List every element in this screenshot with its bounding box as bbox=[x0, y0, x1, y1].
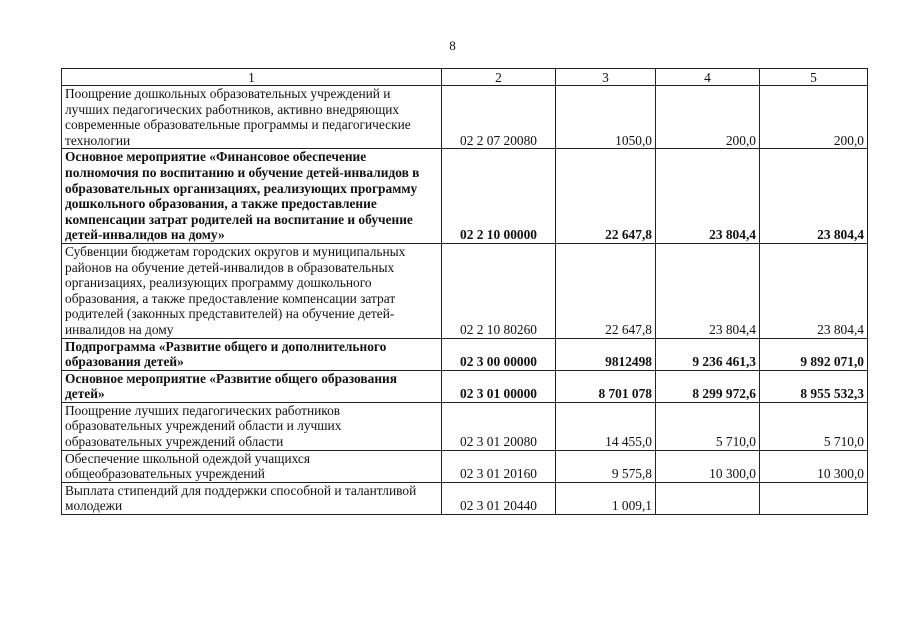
row-name-cell: Основное мероприятие «Развитие общего образования детей» bbox=[62, 370, 442, 402]
row-value-col3: 9812498 bbox=[556, 338, 656, 370]
row-name-cell: Подпрограмма «Развитие общего и дополнительного образования детей» bbox=[62, 338, 442, 370]
row-value-col3: 9 575,8 bbox=[556, 450, 656, 482]
header-col-5: 5 bbox=[760, 69, 868, 86]
row-value-col3: 14 455,0 bbox=[556, 402, 656, 450]
row-value-col4 bbox=[656, 482, 760, 514]
row-name-cell: Поощрение лучших педагогических работников образовательных учреждений области и лучших образовательных учреждений области bbox=[62, 402, 442, 450]
row-value-col5 bbox=[760, 482, 868, 514]
header-col-3: 3 bbox=[556, 69, 656, 86]
header-col-4: 4 bbox=[656, 69, 760, 86]
row-value-col4: 23 804,4 bbox=[656, 243, 760, 338]
budget-table bbox=[61, 68, 868, 515]
row-value-col3: 1050,0 bbox=[556, 86, 656, 149]
row-name-cell: Обеспечение школьной одеждой учащихся общеобразовательных учреждений bbox=[62, 450, 442, 482]
row-value-col5: 5 710,0 bbox=[760, 402, 868, 450]
header-col-1: 1 bbox=[62, 69, 442, 86]
row-value-col4: 8 299 972,6 bbox=[656, 370, 760, 402]
row-code-cell: 02 3 00 00000 bbox=[442, 338, 556, 370]
table-header-row bbox=[62, 69, 868, 86]
row-value-col5: 200,0 bbox=[760, 86, 868, 149]
row-code-cell: 02 3 01 20440 bbox=[442, 482, 556, 514]
table-row bbox=[62, 482, 868, 514]
row-value-col5: 8 955 532,3 bbox=[760, 370, 868, 402]
row-value-col5: 9 892 071,0 bbox=[760, 338, 868, 370]
row-code-cell: 02 3 01 20080 bbox=[442, 402, 556, 450]
row-code-cell: 02 2 07 20080 bbox=[442, 86, 556, 149]
table-row bbox=[62, 402, 868, 450]
row-value-col4: 10 300,0 bbox=[656, 450, 760, 482]
row-value-col4: 9 236 461,3 bbox=[656, 338, 760, 370]
header-col-2: 2 bbox=[442, 69, 556, 86]
row-value-col3: 1 009,1 bbox=[556, 482, 656, 514]
row-value-col3: 8 701 078 bbox=[556, 370, 656, 402]
table-row bbox=[62, 86, 868, 149]
row-name-cell: Субвенции бюджетам городских округов и муниципальных районов на обучение детей-инвалидов в образовательных организациях, реализующих программу дошкольного образования, а также предоставление компенсации затрат родителей (законных представителей) на обучение детей-инвалидов на дому bbox=[62, 243, 442, 338]
row-name-cell: Поощрение дошкольных образовательных учреждений и лучших педагогических работников, активно внедряющих современные образовательные программы и педагогические технологии bbox=[62, 86, 442, 149]
table-row bbox=[62, 243, 868, 338]
row-value-col5: 23 804,4 bbox=[760, 243, 868, 338]
row-value-col3: 22 647,8 bbox=[556, 149, 656, 244]
table-row bbox=[62, 149, 868, 244]
row-value-col5: 10 300,0 bbox=[760, 450, 868, 482]
row-code-cell: 02 2 10 00000 bbox=[442, 149, 556, 244]
row-name-cell: Основное мероприятие «Финансовое обеспечение полномочия по воспитанию и обучение детей-инвалидов в образовательных организациях, реализующих программу дошкольного образования, а также предоставление компенсации затрат родителей на воспитание и обучение детей-инвалидов на дому» bbox=[62, 149, 442, 244]
row-code-cell: 02 3 01 20160 bbox=[442, 450, 556, 482]
table-row bbox=[62, 370, 868, 402]
row-value-col5: 23 804,4 bbox=[760, 149, 868, 244]
row-value-col3: 22 647,8 bbox=[556, 243, 656, 338]
row-value-col4: 200,0 bbox=[656, 86, 760, 149]
row-value-col4: 5 710,0 bbox=[656, 402, 760, 450]
row-code-cell: 02 3 01 00000 bbox=[442, 370, 556, 402]
row-value-col4: 23 804,4 bbox=[656, 149, 760, 244]
table-row bbox=[62, 338, 868, 370]
row-name-cell: Выплата стипендий для поддержки способной и талантливой молодежи bbox=[62, 482, 442, 514]
row-code-cell: 02 2 10 80260 bbox=[442, 243, 556, 338]
table-row bbox=[62, 450, 868, 482]
page-number: 8 bbox=[449, 38, 456, 53]
